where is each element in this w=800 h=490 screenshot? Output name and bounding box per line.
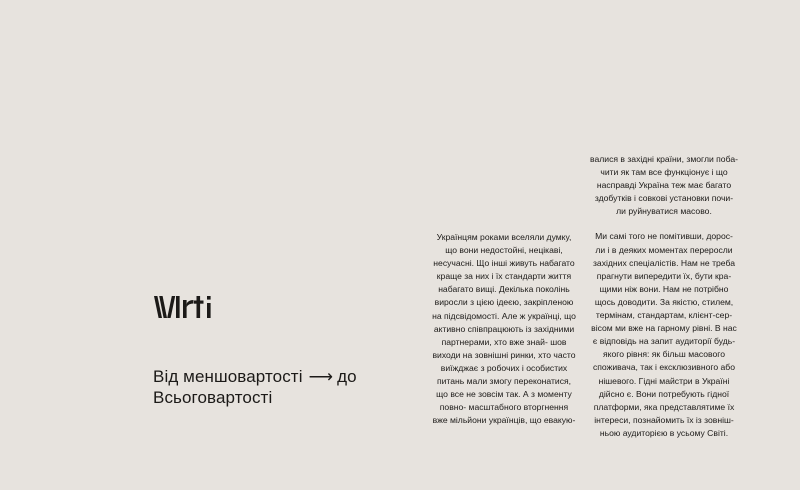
paragraph — [584, 230, 744, 440]
body-text-column-right — [584, 153, 744, 440]
text-line: питань мали змогу переконатися, — [436, 376, 572, 387]
text-line: інтереси, познайомить їх із зовніш- — [594, 414, 734, 425]
text-line: вже мільйони українців, що евакую- — [432, 415, 576, 426]
text-line: є відповідь на запит аудиторії будь- — [592, 336, 736, 347]
text-line: західних спеціалістів. Нам не треба — [592, 257, 735, 268]
text-line: виходи на зовнішні ринки, хто часто — [432, 349, 576, 360]
text-line: партнерами, хто вже знай- шов — [441, 336, 567, 347]
paragraph — [584, 153, 744, 218]
text-line: щось доводити. За якістю, стилем, — [594, 296, 734, 307]
varti-wordmark-icon — [154, 296, 218, 322]
body-text-column-left — [424, 231, 584, 427]
text-line: насправді Україна теж має багато — [596, 180, 732, 191]
text-line: чити як там все функціонує і що — [600, 167, 728, 178]
text-line: нішевого. Гідні майстри в Україні — [598, 375, 730, 386]
text-line: здобутків і совкові установки почи- — [594, 193, 734, 204]
text-line: прагнути випередити їх, бути кра- — [596, 270, 732, 281]
text-line: що вони недостойні, нецікаві, — [445, 245, 563, 256]
text-line: несучасні. Що інші живуть набагато — [433, 258, 575, 269]
arrow-right-icon: ⟶ — [308, 367, 334, 386]
tagline-part-2: до — [337, 367, 357, 386]
text-line: ньою аудиторією в усьому Світі. — [599, 427, 729, 438]
text-line: вісом ми вже на гарному рівні. В нас — [591, 323, 737, 334]
text-line: щими ніж вони. Нам не потрібно — [599, 283, 729, 294]
text-line: споживача, так і ексклюзивного або — [592, 362, 735, 373]
paragraph — [424, 231, 584, 427]
text-line: дійсно є. Вони потребують гідної — [598, 388, 730, 399]
text-line: ли руйнуватися масово. — [616, 206, 712, 217]
text-line: що все не зовсім так. А з моменту — [436, 389, 572, 400]
text-line: краще за них і їх стандарти життя — [436, 271, 572, 282]
text-line: виросли з цією ідеєю, закріпленою — [434, 297, 574, 308]
varti-logo — [154, 296, 218, 322]
tagline-part-1: Від меншовартості — [153, 367, 303, 386]
tagline-line-2: Всьоговартості — [153, 388, 273, 407]
tagline-line-1 — [153, 366, 403, 387]
text-line: якого рівня: як більш масового — [602, 349, 726, 360]
text-line: платформи, яка представлятиме їх — [593, 401, 735, 412]
text-line: термінам, стандартам, клієнт-сер- — [595, 310, 733, 321]
text-line: валися в західні країни, змогли поба- — [590, 154, 738, 164]
text-line: на підсвідомості. Але ж українці, що — [432, 310, 576, 321]
text-line: Ми самі того не помітивши, дорос- — [595, 231, 733, 242]
tagline — [153, 366, 403, 408]
text-line: набагато вищі. Декілька поколінь — [438, 284, 570, 295]
text-line: ли і в деяких моментах переросли — [595, 244, 733, 255]
text-line: Українцям роками вселяли думку, — [436, 232, 572, 242]
text-line: виїжджає з робочих і особистих — [440, 362, 568, 373]
text-line: повно- масштабного вторгнення — [439, 402, 569, 413]
text-line: активно співпрацюють із західними — [433, 323, 575, 334]
